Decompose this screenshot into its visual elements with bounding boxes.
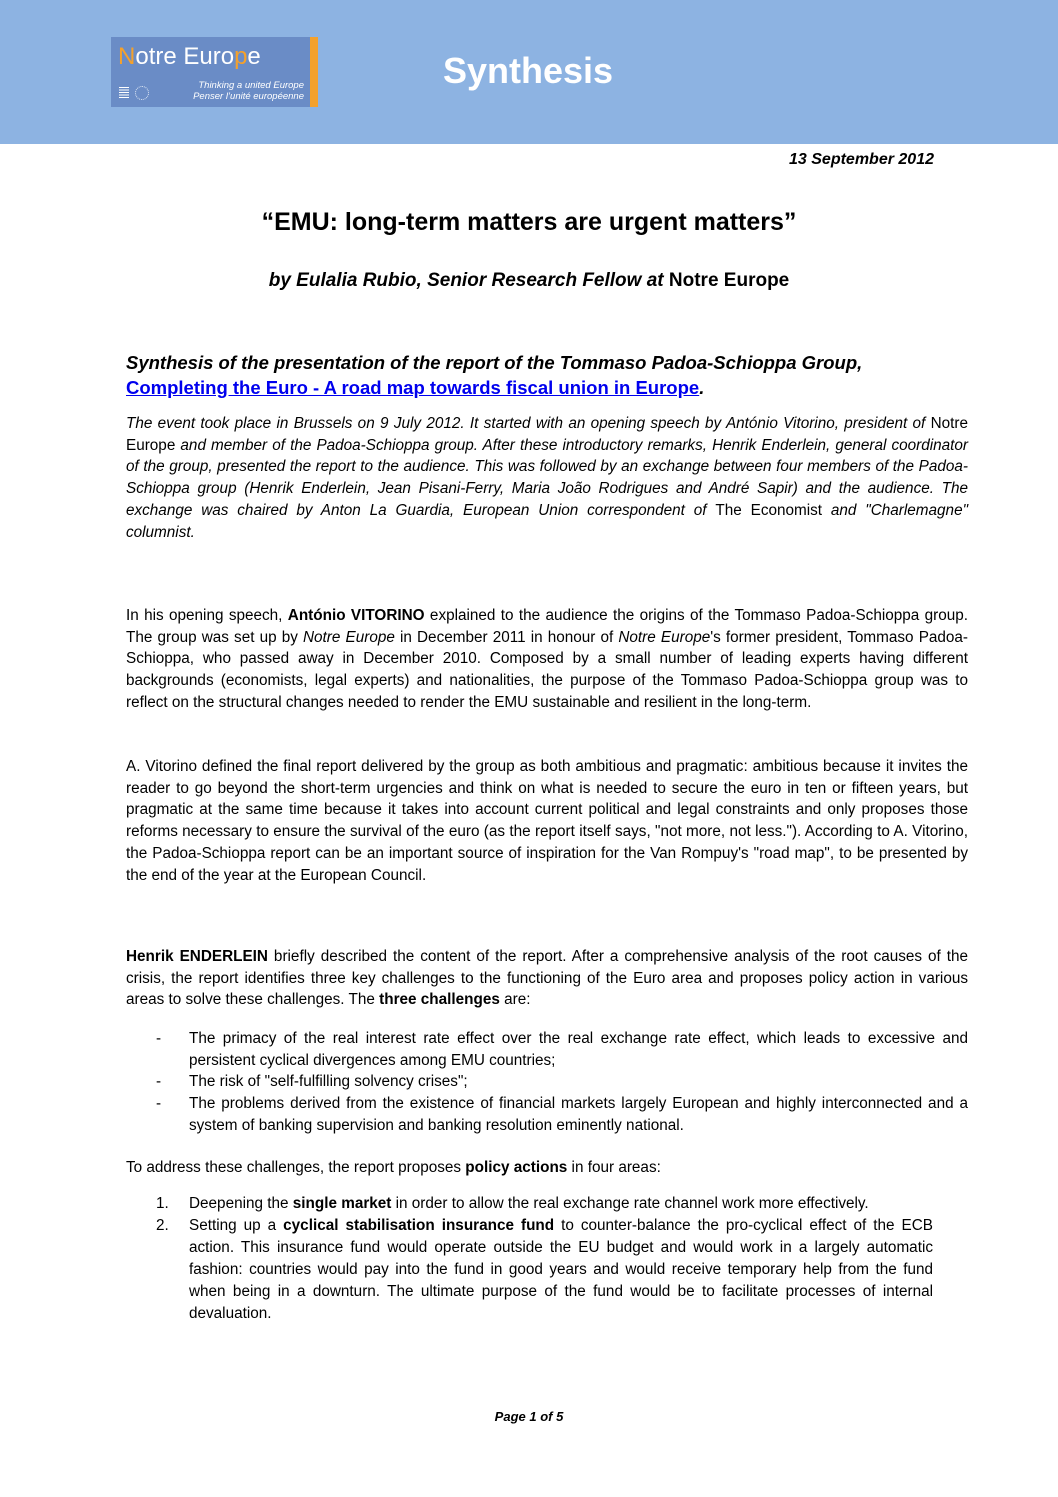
paragraph-opening-speech: In his opening speech, António VITORINO explained to the audience the origins of the Tommaso Padoa-Schioppa group. The group was set up by Notre Europe in December 2011 in honour of Notre Europe's former president, Tommaso Padoa-Schioppa, who passed away in December 2010. Composed by a small number of leading experts having different backgrounds (economists, legal experts) and nationalities, the purpose of the Tommaso Padoa-Schioppa group was to reflect on the structural changes needed to render the EMU sustainable and resilient in the long-term. xyxy=(126,607,969,711)
list-item: 2. Setting up a cyclical stabilisation insurance fund to counter-balance the pro-cyclical effect of the ECB action. This insurance fund would operate outside the EU budget and would work in a largely automatic fashion: countries would pay into the fund in good years and would receive temporary help from the fund when being in a downturn. The ultimate purpose of the fund would be to facilitate processes of internal devaluation. xyxy=(156,1217,933,1322)
list-item: 1. Deepening the single market in order to allow the real exchange rate channel work more effectively. xyxy=(156,1195,869,1212)
paragraph-final-report: A. Vitorino defined the final report delivered by the group as both ambitious and pragmatic: ambitious because it invites the reader to go beyond the short-term urgencies and think on what is needed to secure the euro in ten or fifteen years, but pragmatic at the same time because it takes into account current political and legal constraints and only proposes those reforms necessary to ensure the survival of the euro (as the report itself says, "not more, not less."). According to A. Vitorino, the Padoa-Schioppa report can be an important source of inspiration for the Van Rompuy's "road map", to be presented by the end of the year at the European Council. xyxy=(126,758,968,884)
list-item: - The primacy of the real interest rate effect over the real exchange rate effect, which leads to excessive and persistent cyclical divergences among EMU countries; xyxy=(156,1030,968,1069)
eu-stars-icon xyxy=(135,86,149,100)
publication-date: 13 September 2012 xyxy=(789,151,934,168)
byline-org: Notre Europe xyxy=(668,270,790,291)
paragraph-policy-actions: To address these challenges, the report proposes policy actions in four areas: xyxy=(126,1159,661,1176)
intro-heading: Synthesis of the presentation of the report of the Tommaso Padoa-Schioppa Group, Completing the Euro - A road map towards fiscal union in Europe. xyxy=(126,352,863,398)
list-item: - The risk of "self-fulfilling solvency crises"; xyxy=(156,1073,468,1091)
paragraph-enderlein: Henrik ENDERLEIN briefly described the content of the report. After a comprehensive analysis of the root causes of the crisis, the report identifies three key challenges to the functioning of the Euro area and proposes policy action in various areas to solve these challenges. The three challenges are: xyxy=(126,948,969,1009)
tagline-en: Thinking a united Europe xyxy=(198,80,304,91)
report-link[interactable]: Completing the Euro - A road map towards fiscal union in Europe xyxy=(126,377,700,398)
list-item: - The problems derived from the existence of financial markets largely European and highly interconnected and a system of banking supervision and banking resolution eminently national. xyxy=(156,1095,968,1134)
header-band xyxy=(0,0,1058,144)
notre-europe-logo xyxy=(111,37,310,107)
challenges-list xyxy=(126,1028,968,1137)
document-icon xyxy=(119,87,129,99)
logo-name: Notre Europe xyxy=(118,43,261,70)
logo-accent-bar xyxy=(310,37,318,107)
document-title: “EMU: long-term matters are urgent matters” xyxy=(261,208,797,236)
tagline-fr: Penser l’unité européenne xyxy=(193,91,304,102)
logo-tagline xyxy=(193,80,304,102)
intro-paragraph: The event took place in Brussels on 9 July 2012. It started with an opening speech by António Vitorino, president of Notre Europe and member of the Padoa-Schioppa group. After these introductory remarks, Henrik Enderlein, general coordinator of the group, presented the report to the audience. This was followed by an exchange between four members of the Padoa-Schioppa group (Henrik Enderlein, Jean Pisani-Ferry, Maria João Rodrigues and André Sapir) and the audience. The exchange was chaired by Anton La Guardia, European Union correspondent of The Economist and "Charlemagne" columnist. xyxy=(126,415,969,541)
policy-actions-list xyxy=(126,1193,933,1325)
page-number: Page 1 of 5 xyxy=(494,1409,564,1424)
section-label: Synthesis xyxy=(443,50,614,91)
byline: by Eulalia Rubio, Senior Research Fellow at Notre Europe xyxy=(268,270,790,291)
